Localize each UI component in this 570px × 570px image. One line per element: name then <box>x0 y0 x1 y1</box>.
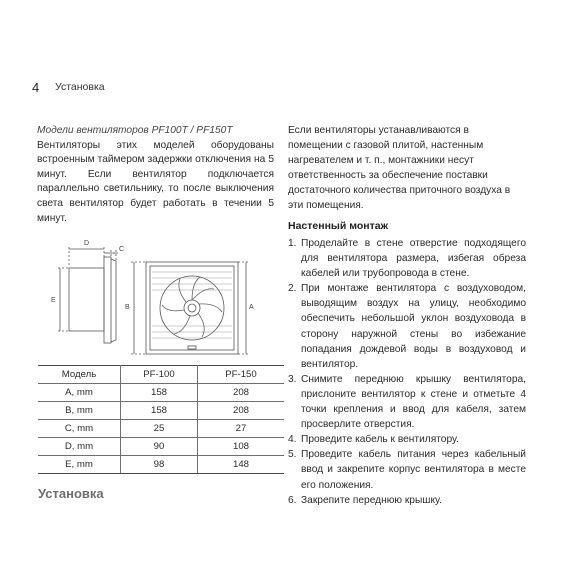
list-item <box>288 432 526 447</box>
section-title: Установка <box>55 81 105 93</box>
table-row <box>38 384 284 402</box>
side-cover-edge <box>111 259 116 342</box>
pf100-value: 90 <box>121 438 198 456</box>
installation-heading: Установка <box>38 486 104 501</box>
label-c: C <box>119 246 125 253</box>
wall-mount-heading: Настенный монтаж <box>288 220 389 232</box>
intro-paragraph: Вентиляторы этих моделей оборудованы встроенным таймером задержки отключения на 5 минут. Если вентилятор подключается параллельно светильнику, то после выключения света вентилятор будет работать в течении 5 минут. <box>37 139 274 224</box>
header-pf150: PF-150 <box>198 366 285 384</box>
step-text: При монтаже вентилятора с воздуховодом, выводящим воздух на улицу, необходимо обеспечить небольшой уклон воздуховода в сторону наружной стены во избежание попадания дождевой воды в воздуховод и вентилятор. <box>301 283 526 370</box>
page-number: 4 <box>32 80 40 95</box>
pf100-value: 25 <box>121 420 198 438</box>
duct-body <box>69 268 104 331</box>
table-header-row <box>38 366 284 384</box>
step-number: 2. <box>288 283 297 295</box>
pf150-value: 108 <box>198 438 285 456</box>
pf150-value: 208 <box>198 384 285 402</box>
step-number: 1. <box>288 238 297 249</box>
impeller-outline <box>160 276 224 340</box>
list-item <box>288 236 526 281</box>
impeller-hub <box>184 300 200 316</box>
label-b: B <box>125 304 130 311</box>
dimensions-table <box>38 365 284 474</box>
table-row <box>38 456 284 474</box>
label-d: D <box>84 240 90 247</box>
step-number: 5. <box>288 449 297 461</box>
step-text: Проведите кабель питания через кабельный ввод и закрепите корпус вентилятора в месте его положения. <box>301 449 526 491</box>
intro-block <box>37 124 274 226</box>
label-e: E <box>51 297 56 304</box>
row-label: E, mm <box>38 456 121 474</box>
pf100-value: 158 <box>121 402 198 420</box>
header-model: Модель <box>38 366 121 384</box>
table-row <box>38 402 284 420</box>
pf150-value: 148 <box>198 456 285 474</box>
row-label: A, mm <box>38 384 121 402</box>
pf100-value: 158 <box>121 384 198 402</box>
side-flange <box>104 257 111 343</box>
label-a: A <box>249 304 254 311</box>
mounting-steps <box>288 236 526 508</box>
step-number: 4. <box>288 434 297 446</box>
list-item <box>288 281 526 372</box>
table-row <box>38 420 284 438</box>
list-item <box>288 447 526 492</box>
list-item <box>288 372 526 432</box>
table-row <box>38 438 284 456</box>
step-number: 6. <box>288 494 297 506</box>
step-number: 3. <box>288 373 297 385</box>
model-subtitle: Модели вентиляторов PF100T / PF150T <box>37 125 233 136</box>
gas-warning-paragraph: Если вентиляторы устанавливаются в помещении с газовой плитой, настенным нагревателем и т. п., монтажники несут ответственность за обеспечение поставки достаточного количества приточного воздуха в эти помещения. <box>288 125 511 211</box>
step-text: Снимите переднюю крышку вентилятора, прислоните вентилятор к стене и отметьте 4 точки крепления и ввод для кабеля, затем просверлите отверстия. <box>301 373 526 431</box>
header-pf100: PF-100 <box>121 366 198 384</box>
step-text: Закрепите переднюю крышку. <box>301 494 442 506</box>
step-text: Проделайте в стене отверстие подходящего для вентилятора размера, избегая обреза кабелей или трубопровода в стене. <box>301 238 526 280</box>
list-item <box>288 493 526 508</box>
pf100-value: 98 <box>121 456 198 474</box>
row-label: D, mm <box>38 438 121 456</box>
fan-dimension-diagram <box>38 237 278 357</box>
pf150-value: 27 <box>198 420 285 438</box>
row-label: C, mm <box>38 420 121 438</box>
step-text: Проведите кабель к вентилятору. <box>301 434 459 446</box>
row-label: B, mm <box>38 402 121 420</box>
pf150-value: 208 <box>198 402 285 420</box>
